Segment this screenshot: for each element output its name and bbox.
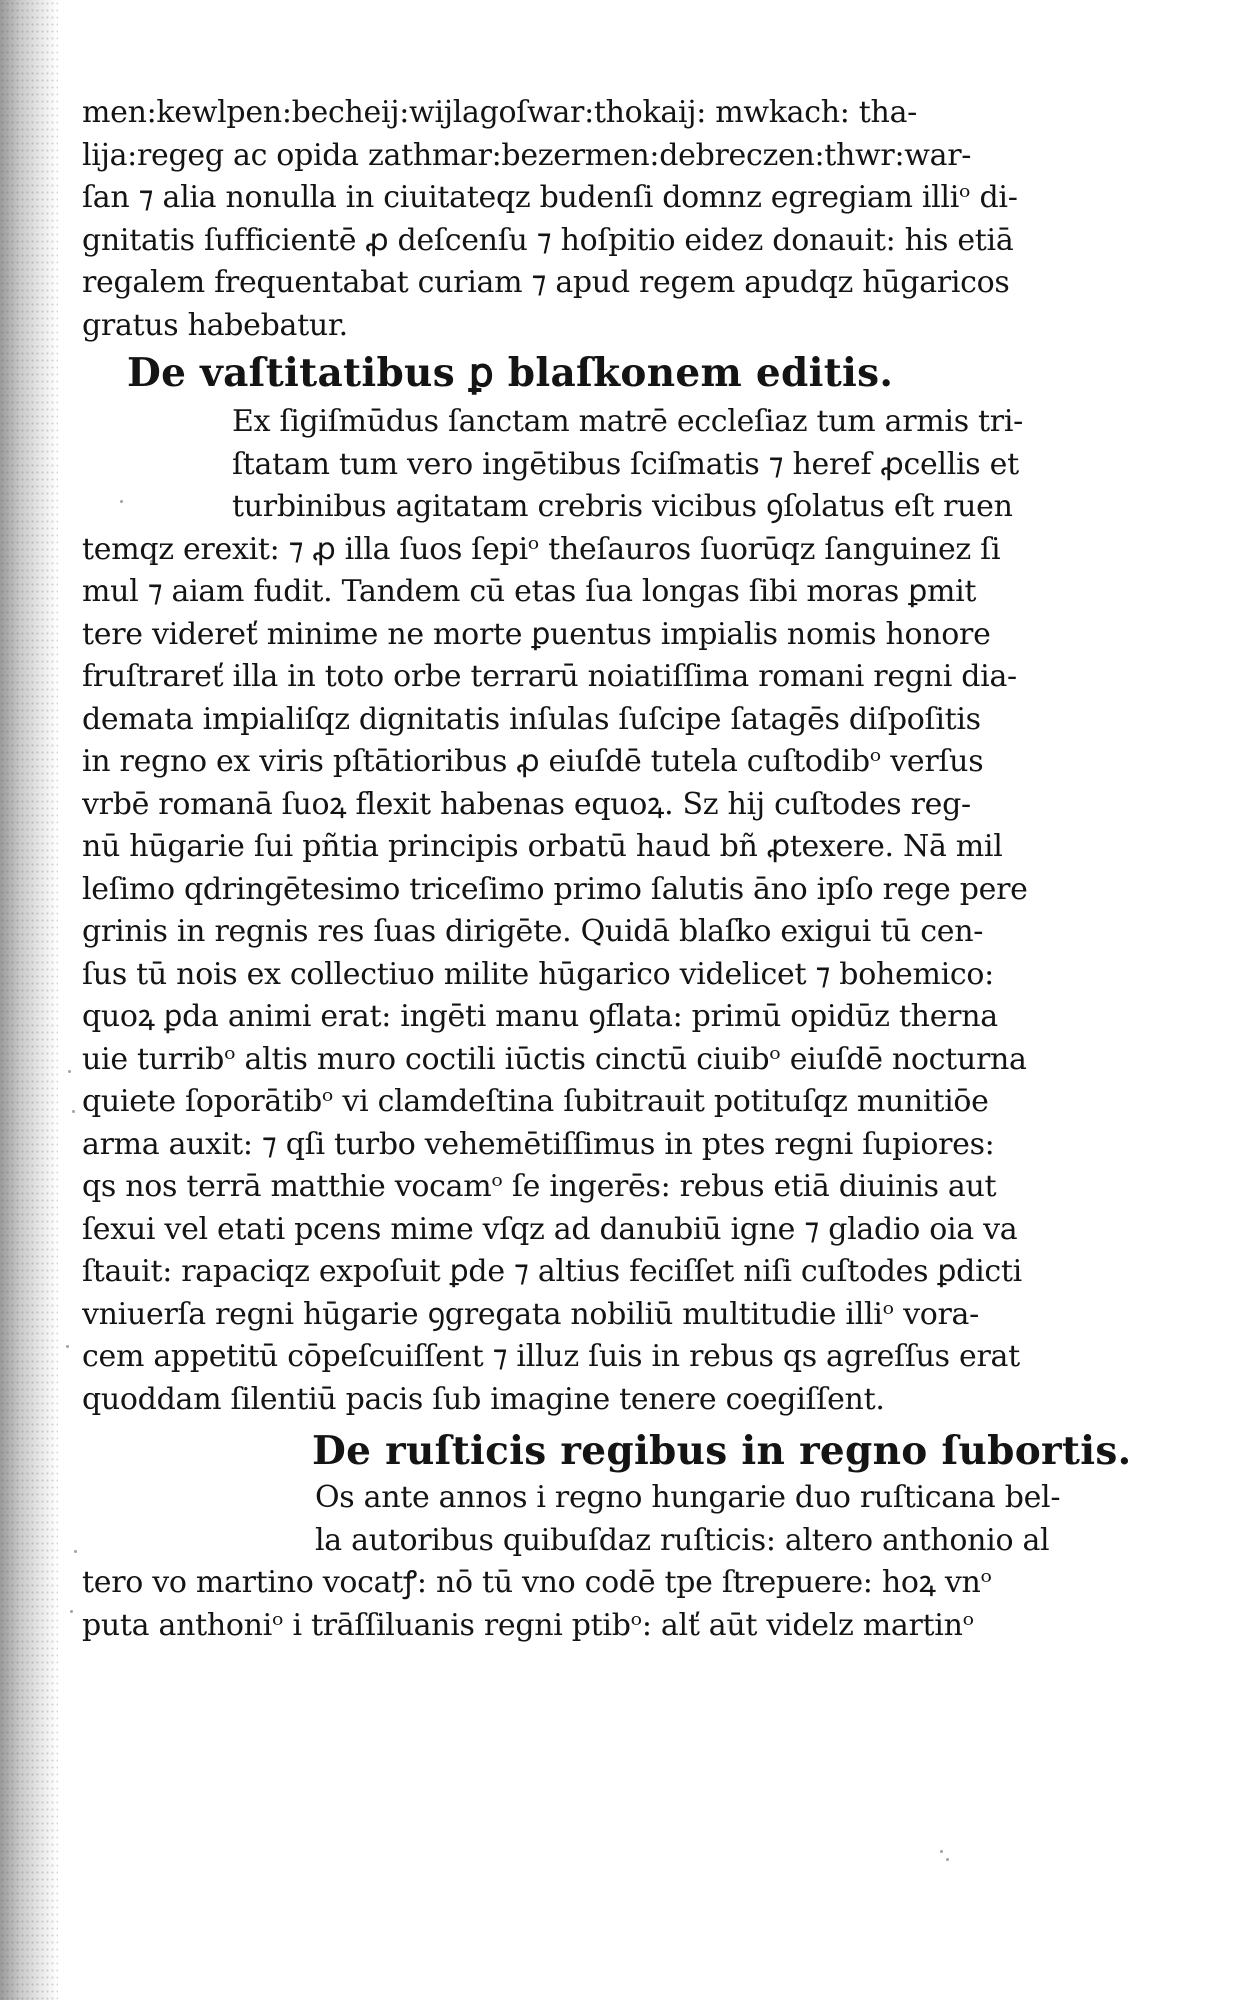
text-line: Ex ſigiſmūdus ſanctam matrē eccleſiaz tum armis tri- — [232, 404, 1023, 439]
text-line: demata impialiſqz dignitatis inſulas ſuſcipe ſatagēs diſpoſitis — [82, 701, 981, 737]
section-heading: De ruſticis regibus in regno ſubortis. — [312, 1428, 1132, 1474]
text-line: puta anthoniᵒ i trāſſiluanis regni ptibᵒ: alť aūt videlz martinᵒ — [82, 1607, 974, 1643]
text-line: men:kewlpen:becheij:wijlagoſwar:thokaij: mwkach: tha- — [82, 95, 917, 130]
text-line: quoddam ſilentiū pacis ſub imagine tenere coegiſſent. — [82, 1381, 885, 1417]
text-line: ſexui vel etati pcens mime vſqz ad danubiū igne ⁊ gladio oia va — [82, 1211, 1018, 1247]
text-line: tero vo martino vocatꝭ: nō tū vno codē tpe ſtrepuere: hoꝝ vnᵒ — [82, 1565, 992, 1600]
text-line: quoꝝ ꝑda animi erat: ingēti manu ꝯflata: primū opidūz therna — [82, 999, 998, 1034]
text-line: ſtauit: rapaciqz expoſuit ꝑde ⁊ altius feciſſet niſi cuſtodes ꝑdicti — [82, 1254, 1022, 1289]
text-line: arma auxit: ⁊ qſi turbo vehemētiſſimus in ptes regni ſupiores: — [82, 1126, 995, 1162]
text-line: gnitatis ſufficientē ꝓ deſcenſu ⁊ hoſpitio eidez donauit: his etiā — [82, 222, 1014, 258]
text-line: grinis in regnis res ſuas dirigēte. Quidā blaſko exigui tū cen- — [82, 914, 984, 949]
text-line: fruſtrareť illa in toto orbe terrarū noiatiſſima romani regni dia- — [82, 659, 1017, 694]
text-line: mul ⁊ aiam fudit. Tandem cū etas ſua longas ſibi moras ꝑmit — [82, 574, 977, 609]
page-gutter-shadow — [0, 0, 58, 2000]
text-line: uie turribᵒ altis muro coctili iūctis cinctū ciuibᵒ eiuſdē nocturna — [82, 1041, 1027, 1077]
text-line: nū hūgarie ſui pñtia principis orbatū haud bñ ꝓtexere. Nā mil — [82, 829, 1003, 864]
text-line: regalem frequentabat curiam ⁊ apud regem apudqz hūgaricos — [82, 265, 1010, 300]
text-line: ſus tū nois ex collectiuo milite hūgarico videlicet ⁊ bohemico: — [82, 956, 994, 992]
text-line: gratus habebatur. — [82, 307, 348, 343]
text-line: ſtatam tum vero ingētibus ſciſmatis ⁊ heref ꝓcellis et — [232, 446, 1019, 482]
text-line: tere videreť minime ne morte ꝑuentus impialis nomis honore — [82, 616, 991, 652]
text-line: turbinibus agitatam crebris vicibus ꝯſolatus eſt ruen — [232, 489, 1013, 524]
section-heading: De vaſtitatibus ꝑ blaſkonem editis. — [127, 350, 894, 396]
text-line: lija:regeg ac opida zathmar:bezermen:debreczen:thwr:war- — [82, 137, 972, 173]
text-line: ſan ⁊ alia nonulla in ciuitateqz budenſi domnz egregiam illiᵒ di- — [82, 180, 1018, 215]
text-line: la autoribus quibuſdaz ruſticis: altero anthonio al — [315, 1522, 1050, 1558]
text-line: Os ante annos i regno hungarie duo ruſticana bel- — [315, 1480, 1061, 1515]
page-text — [82, 92, 1132, 1647]
text-line: cem appetitū cōpeſcuiſſent ⁊ illuz ſuis in rebus qs agreſſus erat — [82, 1339, 1020, 1374]
text-line: leſimo qdringētesimo triceſimo primo ſalutis āno ipſo rege pere — [82, 871, 1028, 907]
text-line: vniuerſa regni hūgarie ꝯgregata nobiliū multitudie illiᵒ vora- — [82, 1296, 979, 1332]
text-line: in regno ex viris pſtātioribus ꝓ eiuſdē tutela cuſtodibᵒ verſus — [82, 744, 984, 779]
text-line: quiete ſoporātibᵒ vi clamdeſtina ſubitrauit potituſqz munitiōe — [82, 1084, 989, 1119]
text-line: qs nos terrā matthie vocamᵒ ſe ingerēs: rebus etiā diuinis aut — [82, 1169, 997, 1204]
text-line: vrbē romanā ſuoꝝ flexit habenas equoꝝ. Sz hij cuſtodes reg- — [82, 786, 971, 822]
text-line: temqz erexit: ⁊ ꝓ illa ſuos ſepiᵒ theſauros ſuorūqz ſanguinez ſi — [82, 531, 1001, 567]
